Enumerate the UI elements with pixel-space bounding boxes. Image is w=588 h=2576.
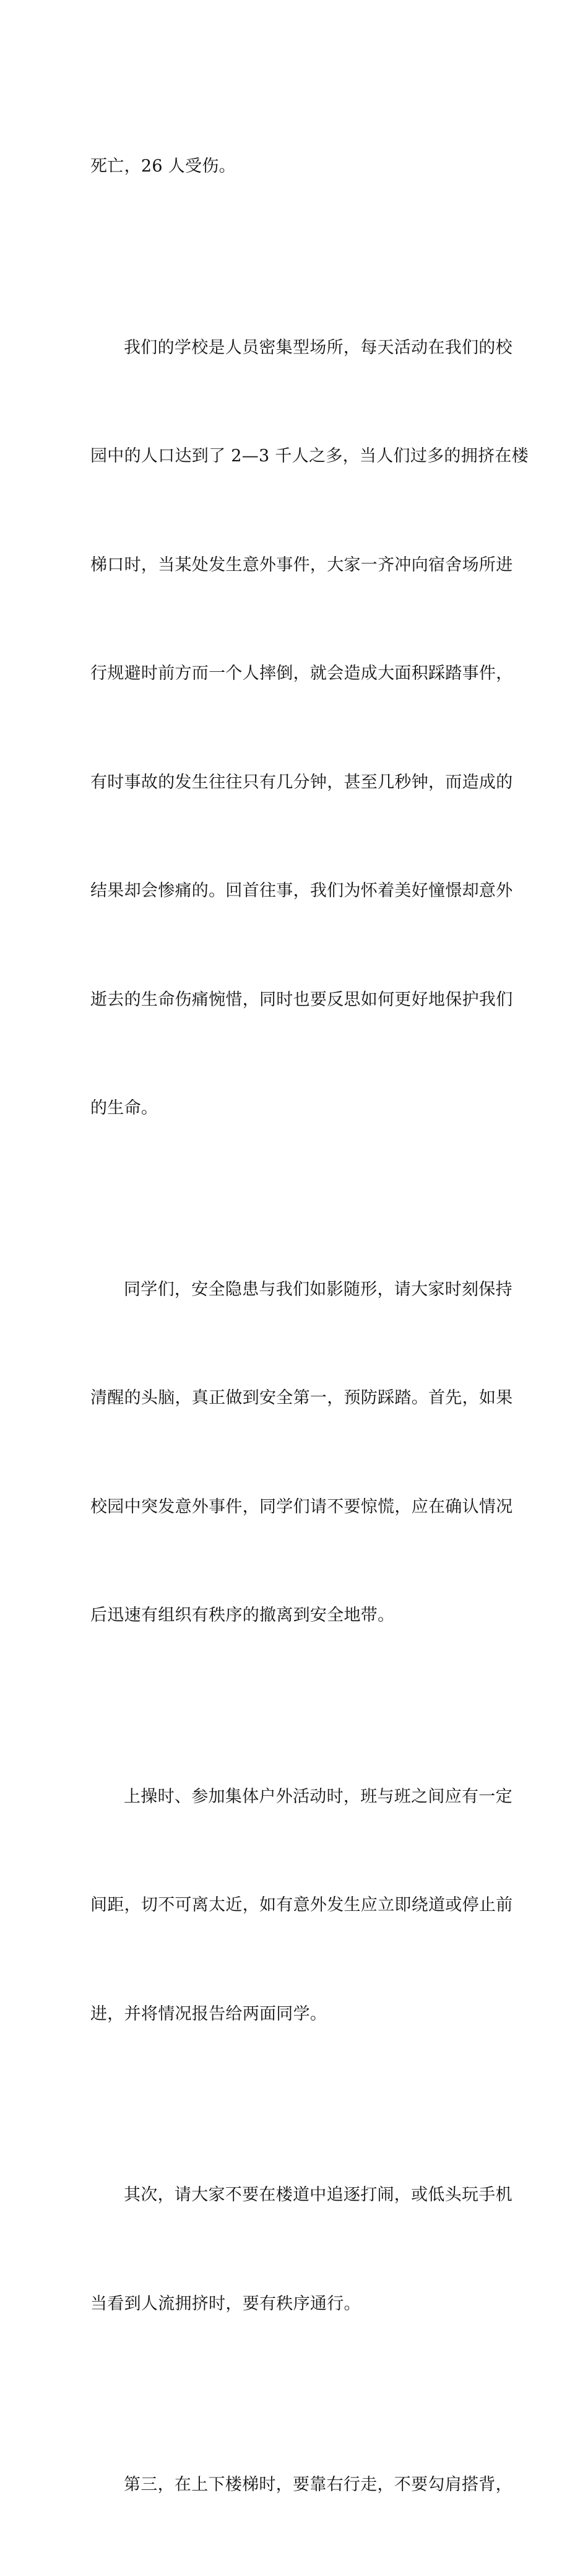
text-line: 上操时、参加集体户外活动时，班与班之间应有一定: [124, 1786, 512, 1806]
text-line: 清醒的头脑，真正做到安全第一，预防踩踏。首先，如果: [90, 1388, 513, 1408]
text-line: 死亡，26 人受伤。: [90, 157, 236, 176]
text-line: 梯口时，当某处发生意外事件，大家一齐冲向宿舍场所进: [90, 555, 513, 575]
text-line: 结果却会惨痛的。回首往事，我们为怀着美好憧憬却意外: [90, 881, 513, 900]
text-line: 有时事故的发生往往只有几分钟，甚至几秒钟，而造成的: [90, 772, 513, 792]
paragraph-6: [90, 2395, 512, 2576]
paragraph-1: [90, 76, 502, 258]
paragraph-3: [90, 1199, 513, 1707]
text-line: 进，并将情况报告给两面同学。: [90, 2004, 327, 2024]
paragraph-4: [90, 1707, 513, 2105]
text-line: 同学们，安全隐患与我们如影随形，请大家时刻保持: [124, 1279, 512, 1299]
text-line: 其次，请大家不要在楼道中追逐打闹，或低头玩手机: [124, 2185, 512, 2204]
text-line: 当看到人流拥挤时，要有秩序通行。: [90, 2294, 361, 2313]
document-body: [90, 76, 529, 2576]
text-line: 行规避时前方而一个人摔倒，就会造成大面积踩踏事件，: [90, 664, 513, 683]
paragraph-2: [90, 258, 529, 1199]
text-line: 园中的人口达到了 2—3 千人之多，当人们过多的拥挤在楼: [90, 446, 529, 466]
text-line: 我们的学校是人员密集型场所，每天活动在我们的校: [124, 337, 512, 357]
text-line: 逝去的生命伤痛惋惜，同时也要反思如何更好地保护我们: [90, 990, 513, 1009]
text-line: 后迅速有组织有秩序的撤离到安全地带。: [90, 1606, 395, 1625]
text-line: 校园中突发意外事件，同学们请不要惊慌，应在确认情况: [90, 1497, 513, 1516]
text-line: 间距，切不可离太近，如有意外发生应立即绕道或停止前: [90, 1895, 513, 1915]
text-line: 第三，在上下楼梯时，要靠右行走，不要勾肩搭背，: [124, 2475, 512, 2494]
text-line: 的生命。: [90, 1099, 158, 1118]
paragraph-5: [90, 2105, 512, 2395]
